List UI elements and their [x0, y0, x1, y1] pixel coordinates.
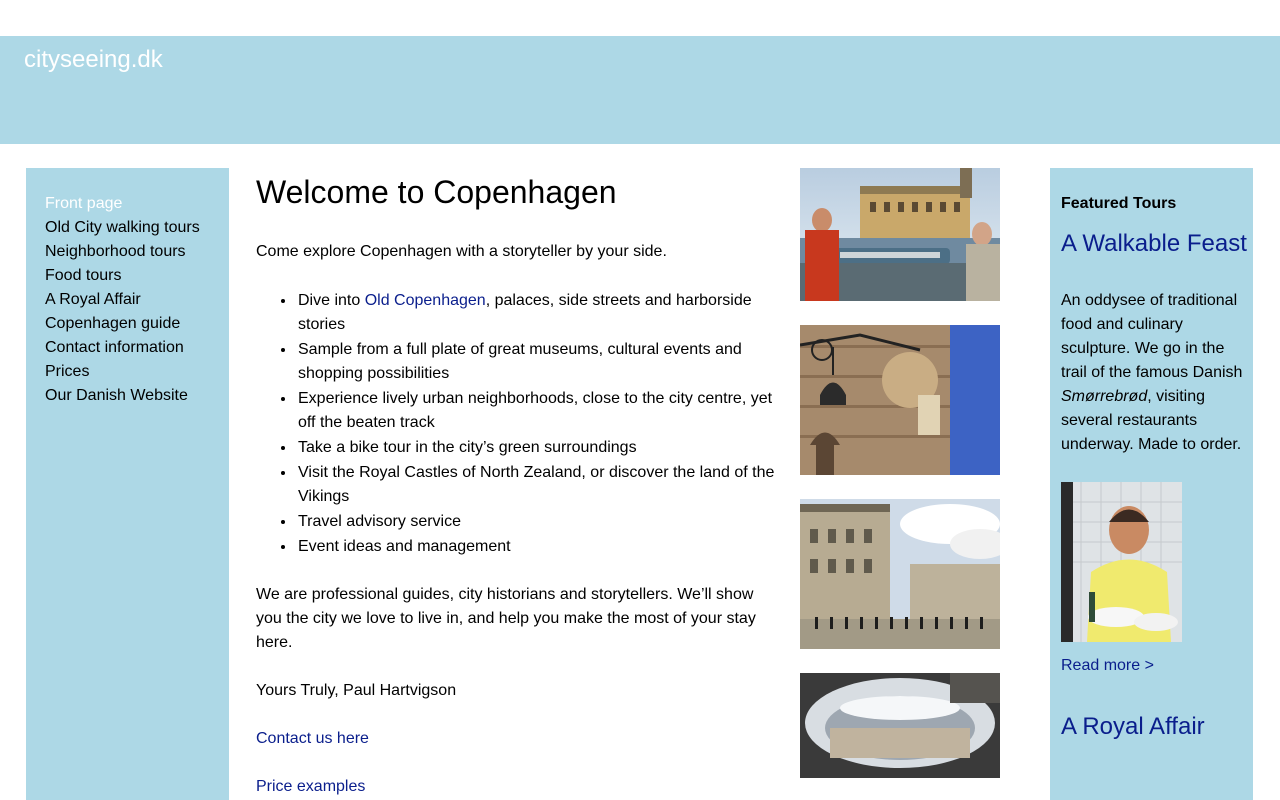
list-item: • Travel advisory service: [296, 509, 776, 534]
list-item: • Take a bike tour in the city’s green surroundings: [296, 435, 776, 460]
services-list: [256, 288, 776, 559]
list-item: • Visit the Royal Castles of North Zealand, or discover the land of the Vikings: [296, 460, 776, 509]
list-item-text: Dive into: [298, 292, 365, 309]
list-item: • Experience lively urban neighborhoods, close to the city centre, yet off the beaten track: [296, 386, 776, 435]
walkable-feast-description: [1061, 289, 1247, 457]
description-text: An oddysee of traditional food and culinary sculpture. We go in the trail of the famous Danish: [1061, 292, 1243, 381]
featured-tours-heading: Featured Tours: [1061, 195, 1177, 212]
nav-item-copenhagen-guide[interactable]: Copenhagen guide: [45, 315, 181, 332]
list-item: • Sample from a full plate of great museums, cultural events and shopping possibilities: [296, 337, 776, 386]
sidebar-nav: [45, 192, 200, 408]
nav-item-front-page[interactable]: Front page: [45, 195, 123, 212]
read-more-link[interactable]: Read more >: [1061, 657, 1154, 674]
price-examples-link[interactable]: Price examples: [256, 778, 366, 795]
palace-square-photo: [800, 499, 1000, 649]
featured-tours-panel: [1050, 168, 1253, 800]
canal-photo: [800, 168, 1000, 301]
tower-bell-photo: [800, 325, 1000, 475]
about-text: We are professional guides, city historians and storytellers. We’ll show you the city we love to live in, and help you make the most of your stay here.: [256, 586, 756, 651]
site-title[interactable]: cityseeing.dk: [24, 46, 163, 73]
smorrebrod-term: Smørrebrød: [1061, 388, 1148, 405]
nav-item-contact-information[interactable]: Contact information: [45, 339, 184, 356]
food-tour-photo: [1061, 482, 1182, 642]
intro-text: Come explore Copenhagen with a storyteller by your side.: [256, 243, 667, 260]
list-item-text: , palaces, side streets and harborside stories: [298, 292, 752, 333]
list-item: • Event ideas and management: [296, 534, 776, 559]
old-copenhagen-link[interactable]: Old Copenhagen: [364, 292, 486, 309]
royal-affair-link[interactable]: A Royal Affair: [1061, 713, 1205, 740]
sidebar: [26, 168, 229, 800]
nav-item-old-city-walking-tours[interactable]: Old City walking tours: [45, 219, 200, 236]
walkable-feast-link[interactable]: A Walkable Feast: [1061, 230, 1247, 257]
list-item: [296, 288, 776, 337]
nav-item-royal-affair[interactable]: A Royal Affair: [45, 291, 141, 308]
main-content: [256, 168, 776, 799]
nav-item-danish-website[interactable]: Our Danish Website: [45, 387, 188, 404]
page-title: Welcome to Copenhagen: [256, 174, 617, 210]
site-header: [0, 36, 1280, 144]
nav-item-neighborhood-tours[interactable]: Neighborhood tours: [45, 243, 186, 260]
signoff-text: Yours Truly, Paul Hartvigson: [256, 682, 457, 699]
description-text: , visiting several restaurants underway. Made to order.: [1061, 388, 1242, 453]
tuba-reflection-photo: [800, 673, 1000, 778]
nav-item-food-tours[interactable]: Food tours: [45, 267, 122, 284]
nav-item-prices[interactable]: Prices: [45, 363, 90, 380]
contact-link[interactable]: Contact us here: [256, 730, 369, 747]
